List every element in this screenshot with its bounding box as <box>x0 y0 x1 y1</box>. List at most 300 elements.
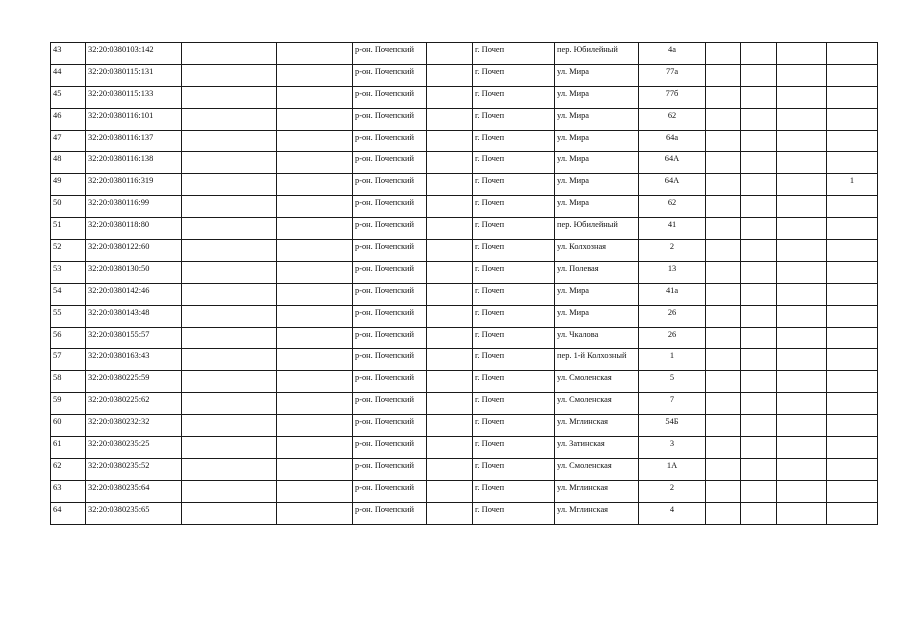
empty-cell-6 <box>427 43 473 65</box>
district-cell: р-он. Почепский <box>353 502 427 524</box>
empty-cell-12 <box>777 349 827 371</box>
table-row <box>51 393 878 415</box>
house-number-cell: 64а <box>639 130 706 152</box>
empty-cell-3 <box>182 64 277 86</box>
house-number-cell: 41а <box>639 283 706 305</box>
empty-cell-4 <box>277 480 353 502</box>
empty-cell-4 <box>277 86 353 108</box>
empty-cell-11 <box>741 327 777 349</box>
empty-cell-4 <box>277 196 353 218</box>
empty-cell-10 <box>706 415 741 437</box>
cadastral-number-cell: 32:20:0380115:133 <box>86 86 182 108</box>
empty-cell-12 <box>777 130 827 152</box>
house-number-cell: 13 <box>639 261 706 283</box>
empty-cell-6 <box>427 108 473 130</box>
city-cell: г. Почеп <box>473 371 555 393</box>
district-cell: р-он. Почепский <box>353 480 427 502</box>
empty-cell-10 <box>706 327 741 349</box>
empty-cell-4 <box>277 502 353 524</box>
table-row <box>51 415 878 437</box>
empty-cell-11 <box>741 437 777 459</box>
row-number-cell: 64 <box>51 502 86 524</box>
city-cell: г. Почеп <box>473 43 555 65</box>
city-cell: г. Почеп <box>473 152 555 174</box>
city-cell: г. Почеп <box>473 240 555 262</box>
empty-cell-11 <box>741 305 777 327</box>
extra-value-cell <box>827 261 878 283</box>
table-row <box>51 502 878 524</box>
empty-cell-12 <box>777 261 827 283</box>
city-cell: г. Почеп <box>473 415 555 437</box>
empty-cell-3 <box>182 349 277 371</box>
extra-value-cell <box>827 130 878 152</box>
cadastral-number-cell: 32:20:0380103:142 <box>86 43 182 65</box>
house-number-cell: 4 <box>639 502 706 524</box>
empty-cell-4 <box>277 218 353 240</box>
house-number-cell: 3 <box>639 437 706 459</box>
document-page <box>50 42 855 525</box>
city-cell: г. Почеп <box>473 480 555 502</box>
extra-value-cell <box>827 43 878 65</box>
cadastral-number-cell: 32:20:0380116:138 <box>86 152 182 174</box>
district-cell: р-он. Почепский <box>353 43 427 65</box>
empty-cell-3 <box>182 130 277 152</box>
city-cell: г. Почеп <box>473 261 555 283</box>
empty-cell-11 <box>741 480 777 502</box>
extra-value-cell <box>827 305 878 327</box>
empty-cell-6 <box>427 130 473 152</box>
street-cell: ул. Смоленская <box>555 371 639 393</box>
extra-value-cell <box>827 458 878 480</box>
empty-cell-12 <box>777 393 827 415</box>
cadastral-number-cell: 32:20:0380116:101 <box>86 108 182 130</box>
city-cell: г. Почеп <box>473 349 555 371</box>
empty-cell-11 <box>741 43 777 65</box>
house-number-cell: 7 <box>639 393 706 415</box>
district-cell: р-он. Почепский <box>353 64 427 86</box>
table-row <box>51 349 878 371</box>
empty-cell-3 <box>182 393 277 415</box>
street-cell: ул. Мира <box>555 305 639 327</box>
empty-cell-6 <box>427 437 473 459</box>
empty-cell-4 <box>277 415 353 437</box>
table-row <box>51 218 878 240</box>
empty-cell-6 <box>427 415 473 437</box>
row-number-cell: 62 <box>51 458 86 480</box>
empty-cell-3 <box>182 283 277 305</box>
empty-cell-12 <box>777 174 827 196</box>
extra-value-cell <box>827 108 878 130</box>
empty-cell-6 <box>427 174 473 196</box>
empty-cell-12 <box>777 283 827 305</box>
empty-cell-10 <box>706 240 741 262</box>
city-cell: г. Почеп <box>473 305 555 327</box>
city-cell: г. Почеп <box>473 130 555 152</box>
empty-cell-3 <box>182 437 277 459</box>
row-number-cell: 59 <box>51 393 86 415</box>
district-cell: р-он. Почепский <box>353 86 427 108</box>
empty-cell-6 <box>427 218 473 240</box>
street-cell: ул. Мира <box>555 108 639 130</box>
empty-cell-12 <box>777 415 827 437</box>
extra-value-cell <box>827 152 878 174</box>
empty-cell-6 <box>427 283 473 305</box>
empty-cell-12 <box>777 502 827 524</box>
empty-cell-3 <box>182 327 277 349</box>
house-number-cell: 62 <box>639 108 706 130</box>
house-number-cell: 64А <box>639 152 706 174</box>
city-cell: г. Почеп <box>473 502 555 524</box>
empty-cell-3 <box>182 371 277 393</box>
street-cell: ул. Смоленская <box>555 393 639 415</box>
empty-cell-4 <box>277 349 353 371</box>
empty-cell-6 <box>427 196 473 218</box>
empty-cell-6 <box>427 502 473 524</box>
empty-cell-4 <box>277 174 353 196</box>
empty-cell-12 <box>777 64 827 86</box>
empty-cell-4 <box>277 458 353 480</box>
district-cell: р-он. Почепский <box>353 152 427 174</box>
empty-cell-6 <box>427 480 473 502</box>
street-cell: ул. Мира <box>555 86 639 108</box>
empty-cell-11 <box>741 108 777 130</box>
house-number-cell: 2 <box>639 240 706 262</box>
empty-cell-4 <box>277 43 353 65</box>
city-cell: г. Почеп <box>473 64 555 86</box>
street-cell: пер. Юбилейный <box>555 218 639 240</box>
empty-cell-6 <box>427 152 473 174</box>
table-row <box>51 327 878 349</box>
empty-cell-4 <box>277 437 353 459</box>
row-number-cell: 60 <box>51 415 86 437</box>
empty-cell-3 <box>182 86 277 108</box>
table-row <box>51 283 878 305</box>
empty-cell-3 <box>182 152 277 174</box>
empty-cell-11 <box>741 371 777 393</box>
extra-value-cell <box>827 371 878 393</box>
empty-cell-10 <box>706 86 741 108</box>
row-number-cell: 57 <box>51 349 86 371</box>
district-cell: р-он. Почепский <box>353 130 427 152</box>
empty-cell-10 <box>706 174 741 196</box>
city-cell: г. Почеп <box>473 437 555 459</box>
empty-cell-6 <box>427 64 473 86</box>
row-number-cell: 49 <box>51 174 86 196</box>
house-number-cell: 1А <box>639 458 706 480</box>
row-number-cell: 46 <box>51 108 86 130</box>
empty-cell-11 <box>741 86 777 108</box>
empty-cell-11 <box>741 174 777 196</box>
cadastral-number-cell: 32:20:0380155:57 <box>86 327 182 349</box>
empty-cell-10 <box>706 218 741 240</box>
empty-cell-3 <box>182 174 277 196</box>
empty-cell-10 <box>706 283 741 305</box>
empty-cell-11 <box>741 283 777 305</box>
street-cell: ул. Смоленская <box>555 458 639 480</box>
extra-value-cell <box>827 218 878 240</box>
city-cell: г. Почеп <box>473 108 555 130</box>
cadastral-number-cell: 32:20:0380235:25 <box>86 437 182 459</box>
extra-value-cell <box>827 480 878 502</box>
table-row <box>51 43 878 65</box>
row-number-cell: 56 <box>51 327 86 349</box>
cadastral-number-cell: 32:20:0380225:62 <box>86 393 182 415</box>
empty-cell-6 <box>427 371 473 393</box>
row-number-cell: 55 <box>51 305 86 327</box>
empty-cell-12 <box>777 218 827 240</box>
empty-cell-6 <box>427 349 473 371</box>
empty-cell-10 <box>706 458 741 480</box>
district-cell: р-он. Почепский <box>353 196 427 218</box>
empty-cell-3 <box>182 196 277 218</box>
empty-cell-10 <box>706 130 741 152</box>
city-cell: г. Почеп <box>473 458 555 480</box>
table-row <box>51 240 878 262</box>
street-cell: пер. 1-й Колхозный <box>555 349 639 371</box>
extra-value-cell <box>827 283 878 305</box>
empty-cell-10 <box>706 108 741 130</box>
street-cell: ул. Мира <box>555 283 639 305</box>
district-cell: р-он. Почепский <box>353 327 427 349</box>
street-cell: ул. Мглинская <box>555 502 639 524</box>
house-number-cell: 5 <box>639 371 706 393</box>
row-number-cell: 45 <box>51 86 86 108</box>
city-cell: г. Почеп <box>473 174 555 196</box>
empty-cell-12 <box>777 43 827 65</box>
table-row <box>51 86 878 108</box>
street-cell: пер. Юбилейный <box>555 43 639 65</box>
empty-cell-4 <box>277 327 353 349</box>
empty-cell-11 <box>741 130 777 152</box>
empty-cell-3 <box>182 240 277 262</box>
empty-cell-4 <box>277 108 353 130</box>
extra-value-cell <box>827 437 878 459</box>
street-cell: ул. Полевая <box>555 261 639 283</box>
row-number-cell: 48 <box>51 152 86 174</box>
cadastral-number-cell: 32:20:0380143:48 <box>86 305 182 327</box>
district-cell: р-он. Почепский <box>353 261 427 283</box>
row-number-cell: 61 <box>51 437 86 459</box>
row-number-cell: 51 <box>51 218 86 240</box>
row-number-cell: 43 <box>51 43 86 65</box>
empty-cell-3 <box>182 415 277 437</box>
empty-cell-10 <box>706 502 741 524</box>
cadastral-number-cell: 32:20:0380163:43 <box>86 349 182 371</box>
city-cell: г. Почеп <box>473 393 555 415</box>
empty-cell-4 <box>277 152 353 174</box>
empty-cell-6 <box>427 327 473 349</box>
empty-cell-11 <box>741 218 777 240</box>
table-row <box>51 174 878 196</box>
cadastral-number-cell: 32:20:0380225:59 <box>86 371 182 393</box>
empty-cell-6 <box>427 261 473 283</box>
empty-cell-10 <box>706 64 741 86</box>
table-row <box>51 196 878 218</box>
empty-cell-10 <box>706 437 741 459</box>
empty-cell-3 <box>182 502 277 524</box>
extra-value-cell: 1 <box>827 174 878 196</box>
street-cell: ул. Мглинская <box>555 415 639 437</box>
extra-value-cell <box>827 502 878 524</box>
empty-cell-10 <box>706 196 741 218</box>
empty-cell-12 <box>777 480 827 502</box>
empty-cell-3 <box>182 305 277 327</box>
empty-cell-11 <box>741 393 777 415</box>
empty-cell-11 <box>741 240 777 262</box>
empty-cell-3 <box>182 43 277 65</box>
house-number-cell: 77б <box>639 86 706 108</box>
empty-cell-4 <box>277 130 353 152</box>
empty-cell-11 <box>741 152 777 174</box>
cadastral-number-cell: 32:20:0380116:99 <box>86 196 182 218</box>
table-row <box>51 261 878 283</box>
row-number-cell: 44 <box>51 64 86 86</box>
empty-cell-4 <box>277 283 353 305</box>
property-registry-table <box>50 42 878 525</box>
house-number-cell: 2 <box>639 480 706 502</box>
cadastral-number-cell: 32:20:0380116:319 <box>86 174 182 196</box>
cadastral-number-cell: 32:20:0380122:60 <box>86 240 182 262</box>
street-cell: ул. Мира <box>555 64 639 86</box>
city-cell: г. Почеп <box>473 218 555 240</box>
street-cell: ул. Мира <box>555 130 639 152</box>
cadastral-number-cell: 32:20:0380142:46 <box>86 283 182 305</box>
street-cell: ул. Колхозная <box>555 240 639 262</box>
street-cell: ул. Мглинская <box>555 480 639 502</box>
row-number-cell: 50 <box>51 196 86 218</box>
empty-cell-3 <box>182 261 277 283</box>
extra-value-cell <box>827 240 878 262</box>
empty-cell-3 <box>182 108 277 130</box>
house-number-cell: 1 <box>639 349 706 371</box>
extra-value-cell <box>827 86 878 108</box>
row-number-cell: 58 <box>51 371 86 393</box>
row-number-cell: 52 <box>51 240 86 262</box>
empty-cell-6 <box>427 86 473 108</box>
empty-cell-11 <box>741 64 777 86</box>
extra-value-cell <box>827 349 878 371</box>
empty-cell-12 <box>777 152 827 174</box>
empty-cell-12 <box>777 327 827 349</box>
city-cell: г. Почеп <box>473 86 555 108</box>
district-cell: р-он. Почепский <box>353 415 427 437</box>
empty-cell-4 <box>277 305 353 327</box>
district-cell: р-он. Почепский <box>353 393 427 415</box>
empty-cell-11 <box>741 415 777 437</box>
empty-cell-11 <box>741 458 777 480</box>
empty-cell-3 <box>182 458 277 480</box>
empty-cell-4 <box>277 240 353 262</box>
empty-cell-6 <box>427 458 473 480</box>
extra-value-cell <box>827 196 878 218</box>
empty-cell-10 <box>706 480 741 502</box>
cadastral-number-cell: 32:20:0380130:50 <box>86 261 182 283</box>
row-number-cell: 54 <box>51 283 86 305</box>
empty-cell-11 <box>741 196 777 218</box>
city-cell: г. Почеп <box>473 196 555 218</box>
empty-cell-11 <box>741 349 777 371</box>
empty-cell-10 <box>706 152 741 174</box>
cadastral-number-cell: 32:20:0380235:65 <box>86 502 182 524</box>
empty-cell-12 <box>777 371 827 393</box>
empty-cell-10 <box>706 305 741 327</box>
empty-cell-6 <box>427 305 473 327</box>
empty-cell-3 <box>182 218 277 240</box>
empty-cell-11 <box>741 261 777 283</box>
district-cell: р-он. Почепский <box>353 458 427 480</box>
table-row <box>51 371 878 393</box>
cadastral-number-cell: 32:20:0380118:80 <box>86 218 182 240</box>
empty-cell-10 <box>706 349 741 371</box>
district-cell: р-он. Почепский <box>353 283 427 305</box>
city-cell: г. Почеп <box>473 283 555 305</box>
house-number-cell: 54Б <box>639 415 706 437</box>
empty-cell-11 <box>741 502 777 524</box>
empty-cell-12 <box>777 305 827 327</box>
district-cell: р-он. Почепский <box>353 437 427 459</box>
table-row <box>51 437 878 459</box>
street-cell: ул. Мира <box>555 174 639 196</box>
table-body <box>51 43 878 525</box>
district-cell: р-он. Почепский <box>353 218 427 240</box>
row-number-cell: 63 <box>51 480 86 502</box>
house-number-cell: 77а <box>639 64 706 86</box>
empty-cell-10 <box>706 371 741 393</box>
empty-cell-12 <box>777 240 827 262</box>
house-number-cell: 26 <box>639 327 706 349</box>
district-cell: р-он. Почепский <box>353 349 427 371</box>
district-cell: р-он. Почепский <box>353 174 427 196</box>
empty-cell-10 <box>706 261 741 283</box>
empty-cell-10 <box>706 43 741 65</box>
street-cell: ул. Мира <box>555 196 639 218</box>
district-cell: р-он. Почепский <box>353 305 427 327</box>
cadastral-number-cell: 32:20:0380235:64 <box>86 480 182 502</box>
table-row <box>51 64 878 86</box>
street-cell: ул. Чкалова <box>555 327 639 349</box>
empty-cell-12 <box>777 86 827 108</box>
row-number-cell: 53 <box>51 261 86 283</box>
cadastral-number-cell: 32:20:0380116:137 <box>86 130 182 152</box>
empty-cell-12 <box>777 196 827 218</box>
empty-cell-3 <box>182 480 277 502</box>
empty-cell-12 <box>777 458 827 480</box>
empty-cell-10 <box>706 393 741 415</box>
house-number-cell: 4а <box>639 43 706 65</box>
extra-value-cell <box>827 415 878 437</box>
cadastral-number-cell: 32:20:0380115:131 <box>86 64 182 86</box>
street-cell: ул. Затинская <box>555 437 639 459</box>
row-number-cell: 47 <box>51 130 86 152</box>
house-number-cell: 62 <box>639 196 706 218</box>
cadastral-number-cell: 32:20:0380235:52 <box>86 458 182 480</box>
empty-cell-4 <box>277 64 353 86</box>
empty-cell-12 <box>777 108 827 130</box>
extra-value-cell <box>827 64 878 86</box>
empty-cell-4 <box>277 261 353 283</box>
empty-cell-6 <box>427 240 473 262</box>
empty-cell-6 <box>427 393 473 415</box>
district-cell: р-он. Почепский <box>353 240 427 262</box>
street-cell: ул. Мира <box>555 152 639 174</box>
table-row <box>51 480 878 502</box>
extra-value-cell <box>827 393 878 415</box>
table-row <box>51 130 878 152</box>
empty-cell-12 <box>777 437 827 459</box>
house-number-cell: 26 <box>639 305 706 327</box>
house-number-cell: 64А <box>639 174 706 196</box>
table-row <box>51 305 878 327</box>
